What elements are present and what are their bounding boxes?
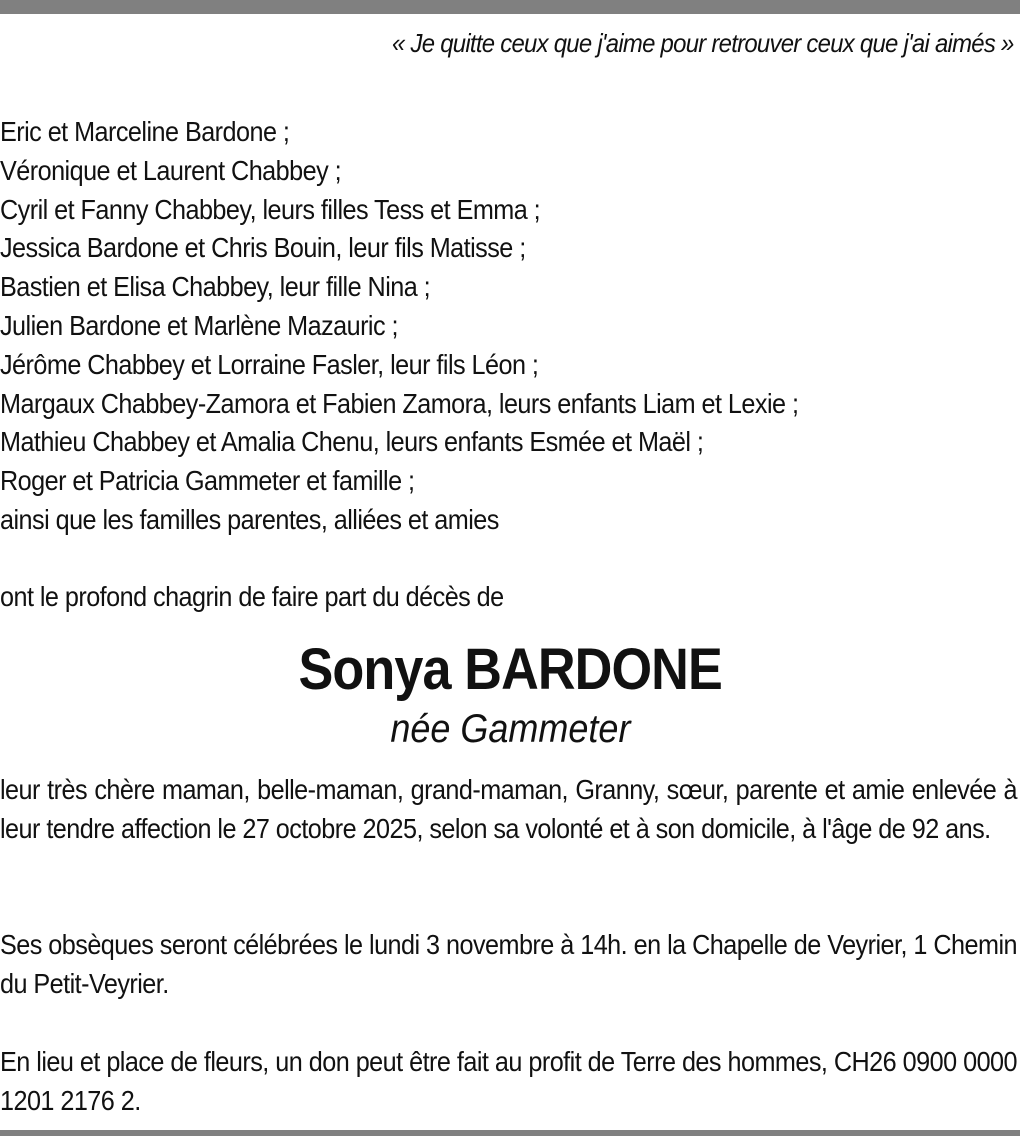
tribute-paragraph: leur très chère maman, belle-maman, grand-maman, Granny, sœur, parente et amie enlevée à leur tendre affection le 27 octobre 2025, selon sa volonté et à son domicile, à l'âge de 92 ans. xyxy=(0,774,1017,844)
family-line: Roger et Patricia Gammeter et famille ; xyxy=(0,465,415,497)
bottom-rule xyxy=(0,1130,1020,1136)
top-rule xyxy=(0,0,1020,14)
deceased-name-text: Sonya BARDONE xyxy=(298,637,722,702)
donation-paragraph: En lieu et place de fleurs, un don peut être fait au profit de Terre des hommes, CH26 0900 0000 1201 2176 2. xyxy=(0,1046,1017,1116)
family-line: Eric et Marceline Bardone ; xyxy=(0,116,290,147)
family-line: Mathieu Chabbey et Amalia Chenu, leurs enfants Esmée et Maël ; xyxy=(0,426,704,458)
family-line: Jérôme Chabbey et Lorraine Fasler, leur fils Léon ; xyxy=(0,348,539,380)
epigraph-quote: « Je quitte ceux que j'aime pour retrouver ceux que j'ai aimés » xyxy=(392,28,1014,58)
maiden-name xyxy=(0,704,1020,754)
family-list xyxy=(0,113,887,540)
maiden-name-text: née Gammeter xyxy=(389,707,631,751)
deceased-name xyxy=(0,632,1020,708)
funeral-details-paragraph: Ses obsèques seront célébrées le lundi 3 novembre à 14h. en la Chapelle de Veyrier, 1 Chemin du Petit-Veyrier. xyxy=(0,929,1017,999)
family-line: Julien Bardone et Marlène Mazauric ; xyxy=(0,309,398,341)
family-line: Bastien et Elisa Chabbey, leur fille Nina ; xyxy=(0,271,431,303)
family-line: Jessica Bardone et Chris Bouin, leur fils Matisse ; xyxy=(0,232,526,264)
family-line: Margaux Chabbey-Zamora et Fabien Zamora, leurs enfants Liam et Lexie ; xyxy=(0,387,799,419)
announcement-intro: ont le profond chagrin de faire part du décès de xyxy=(0,581,504,612)
family-line: Cyril et Fanny Chabbey, leurs filles Tess et Emma ; xyxy=(0,193,541,225)
family-line: Véronique et Laurent Chabbey ; xyxy=(0,154,342,186)
family-line: ainsi que les familles parentes, alliées et amies xyxy=(0,503,499,535)
